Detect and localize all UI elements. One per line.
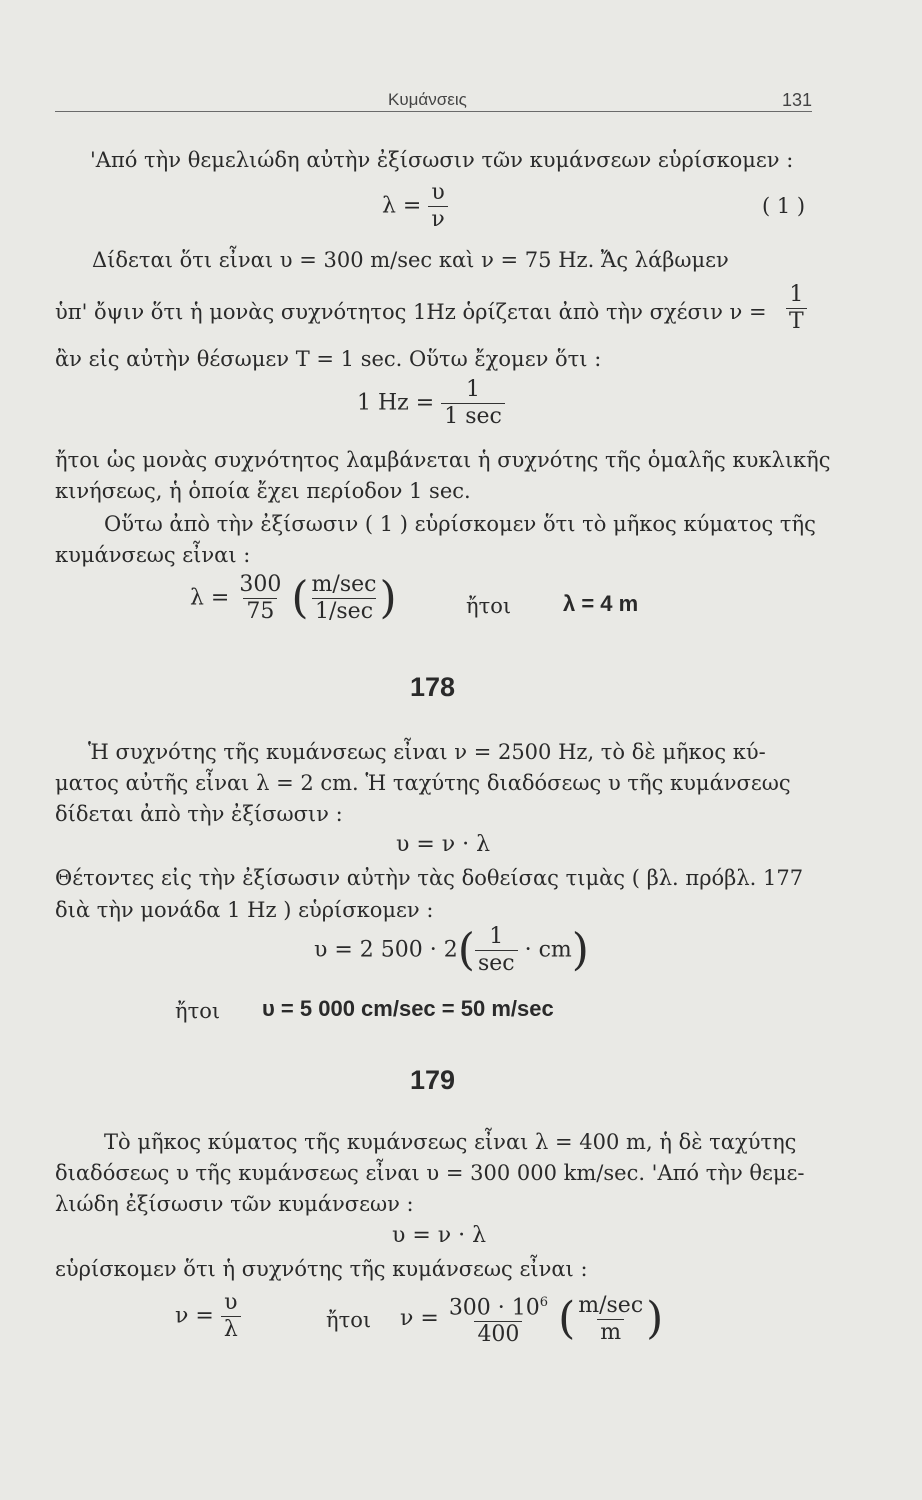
eq-lhs: υ = 2 500 · 2: [314, 937, 458, 963]
numerator: m/sec: [578, 1292, 644, 1318]
numerator: 1: [789, 282, 804, 307]
itoi-word: ἤτοι: [466, 594, 512, 618]
equation: υ = ν · λ: [392, 1223, 487, 1248]
paragraph-line: ὑπ' ὄψιν ὅτι ἡ μονὰς συχνότητος 1Hz ὁρίζεται ἀπὸ τὴν σχέσιν ν =: [55, 300, 767, 324]
eq-lhs: ν =: [175, 1303, 214, 1329]
eq-lhs: 1 Hz =: [357, 390, 435, 416]
unit-fraction: [575, 1293, 646, 1346]
numerator-base: 300 · 10: [448, 1295, 540, 1321]
header-rule: [55, 111, 812, 112]
running-header: Κυμάνσεις: [388, 90, 467, 109]
right-paren: ): [379, 572, 397, 624]
exponent: 6: [539, 1295, 549, 1310]
paragraph-line: ἂν εἰς αὐτὴν θέσωμεν T = 1 sec. Οὕτω ἔχομεν ὅτι :: [55, 347, 602, 371]
paragraph-line: Τὸ μῆκος κύματος τῆς κυμάνσεως εἶναι λ = 400 m, ἡ δὲ ταχύτης: [104, 1130, 797, 1154]
numerator: 1: [466, 377, 481, 402]
equation-tag: ( 1 ): [762, 194, 806, 218]
fraction: [446, 1290, 551, 1348]
eq-lhs: ν =: [400, 1306, 439, 1332]
left-paren: (: [457, 924, 475, 976]
itoi-word: ἤτοι: [326, 1308, 372, 1332]
equation-2: [357, 377, 505, 430]
fraction: [236, 572, 284, 625]
right-paren: ): [571, 924, 589, 976]
paragraph-line: ἤτοι ὡς μονὰς συχνότητος λαμβάνεται ἡ συχνότης τῆς ὁμαλῆς κυκλικῆς: [55, 448, 831, 472]
paragraph-line: διὰ τὴν μονάδα 1 Hz ) εὑρίσκομεν :: [55, 898, 434, 922]
paragraph-line: Θέτοντες εἰς τὴν ἐξίσωσιν αὐτὴν τὰς δοθείσας τιμὰς ( βλ. πρόβλ. 177: [55, 866, 804, 890]
denominator: ν: [428, 206, 447, 233]
paragraph-line: κινήσεως, ἡ ὁποία ἔχει περίοδον 1 sec.: [55, 479, 471, 503]
unit-fraction: [309, 572, 380, 625]
fraction: [221, 1290, 241, 1343]
fraction: [441, 377, 505, 430]
paragraph-line: διαδόσεως υ τῆς κυμάνσεως εἶναι υ = 300 000 km/sec. 'Από τὴν θεμε-: [55, 1161, 805, 1185]
paragraph-line: 'Από τὴν θεμελιώδη αὐτὴν ἐξίσωσιν τῶν κυμάνσεων εὑρίσκομεν :: [90, 148, 794, 172]
paragraph-line: Ἡ συχνότης τῆς κυμάνσεως εἶναι ν = 2500 Hz, τὸ δὲ μῆκος κύ-: [88, 740, 766, 764]
numerator: [446, 1290, 551, 1321]
problem-number: 178: [410, 672, 456, 702]
page-number: 131: [782, 90, 813, 110]
fraction: [428, 180, 447, 233]
paragraph-line: Οὕτω ἀπὸ τὴν ἐξίσωσιν ( 1 ) εὑρίσκομεν ὅτι τὸ μῆκος κύματος τῆς: [104, 512, 816, 536]
denominator: m: [597, 1319, 624, 1346]
equation-1: [382, 180, 448, 233]
result-velocity: υ = 5 000 cm/sec = 50 m/sec: [262, 996, 554, 1021]
denominator: 1/sec: [312, 598, 376, 625]
itoi-word: ἤτοι: [175, 999, 221, 1023]
numerator: υ: [431, 180, 445, 205]
equation-frequency: [175, 1290, 241, 1343]
numerator: υ: [224, 1290, 238, 1315]
paragraph-line: ματος αὐτῆς εἶναι λ = 2 cm. Ἡ ταχύτης διαδόσεως υ τῆς κυμάνσεως: [55, 771, 791, 795]
paragraph-line: λιώδη ἐξίσωσιν τῶν κυμάνσεων :: [55, 1192, 414, 1216]
denominator: 75: [243, 598, 277, 625]
eq-lhs: λ =: [382, 193, 422, 219]
result-lambda: λ = 4 m: [563, 591, 639, 616]
right-paren: ): [646, 1293, 664, 1345]
eq-lhs: λ =: [190, 585, 230, 611]
paragraph-line: Δίδεται ὅτι εἶναι υ = 300 m/sec καὶ ν = 75 Hz. Ἄς λάβωμεν: [92, 248, 729, 272]
fraction: [786, 282, 807, 335]
fraction: [475, 924, 518, 977]
problem-number: 179: [410, 1065, 456, 1095]
paragraph-line: δίδεται ἀπὸ τὴν ἐξίσωσιν :: [55, 802, 343, 826]
denominator: 1 sec: [441, 403, 505, 430]
denominator: T: [786, 308, 807, 335]
numerator: 300: [239, 572, 282, 597]
paragraph-line: κυμάνσεως εἶναι :: [55, 543, 251, 567]
left-paren: (: [291, 572, 309, 624]
denominator: sec: [475, 950, 518, 977]
denominator: 400: [474, 1321, 522, 1348]
eq-tail: · cm: [524, 937, 572, 963]
equation-velocity: [314, 924, 589, 977]
numerator: m/sec: [311, 572, 377, 597]
equation-frequency-values: [400, 1290, 663, 1348]
paragraph-line: εὑρίσκομεν ὅτι ἡ συχνότης τῆς κυμάνσεως εἶναι :: [55, 1257, 588, 1281]
fraction-1-over-T: [786, 282, 807, 335]
left-paren: (: [558, 1293, 576, 1345]
numerator: 1: [489, 924, 504, 949]
denominator: λ: [221, 1316, 241, 1343]
equation: υ = ν · λ: [396, 832, 491, 857]
equation-3: [190, 572, 397, 625]
